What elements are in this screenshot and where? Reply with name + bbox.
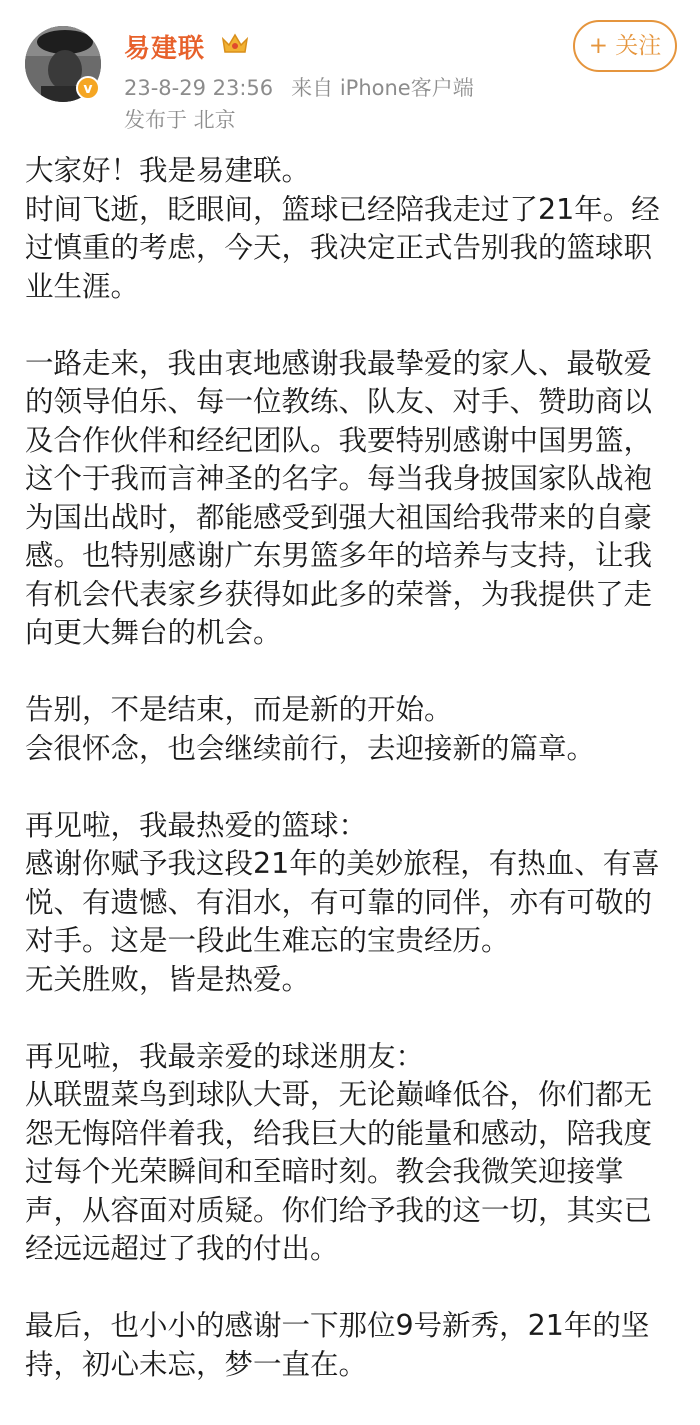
crown-icon <box>220 30 250 56</box>
post-paragraph <box>25 345 675 653</box>
post-text-line: 再见啦，我最亲爱的球迷朋友： <box>25 1039 425 1073</box>
post-paragraph <box>25 691 675 768</box>
post-timestamp: 23-8-29 23:56 <box>124 76 274 100</box>
post-text-line: 再见啦，我最热爱的篮球： <box>25 808 368 842</box>
post-source: 来自 iPhone客户端 <box>291 76 474 100</box>
user-name[interactable]: 易建联 <box>124 34 206 64</box>
post-header <box>0 0 700 140</box>
verified-badge-icon <box>76 76 100 100</box>
post-text-line: 时间飞逝，眨眼间，篮球已经陪我走过了21年。经过慎重的考虑，今天，我决定正式告别我的篮球职业生涯。 <box>25 192 660 303</box>
post-meta <box>124 72 474 102</box>
follow-button[interactable]: + 关注 <box>573 20 677 72</box>
post-paragraph <box>25 1307 675 1384</box>
post-text-line: 大家好！我是易建联。 <box>25 154 311 187</box>
post-text-line: 会很怀念，也会继续前行，去迎接新的篇章。 <box>25 731 596 765</box>
post-paragraph <box>25 1038 675 1269</box>
post-text-line: 一路走来，我由衷地感谢我最挚爱的家人、最敬爱的领导伯乐、每一位教练、队友、对手、赞助商以及合作伙伴和经纪团队。我要特别感谢中国男篮，这个于我而言神圣的名字。每当我身披国家队战袍为国出战时，都能感受到强大祖国给我带来的自豪感。也特别感谢广东男篮多年的培养与支持，让我有机会代表家乡获得如此多的荣誉，为我提供了走向更大舞台的机会。 <box>25 346 653 649</box>
post-paragraph <box>25 807 675 1000</box>
post-content <box>25 152 675 1384</box>
post-text-line: 从联盟菜鸟到球队大哥，无论巅峰低谷，你们都无怨无悔陪伴着我，给我巨大的能量和感动，陪我度过每个光荣瞬间和至暗时刻。教会我微笑迎接掌声，从容面对质疑。你们给予我的这一切，其实已经远远超过了我的付出。 <box>25 1078 653 1265</box>
post-text-line: 最后，也小小的感谢一下那位9号新秀，21年的坚持，初心未忘，梦一直在。 <box>25 1309 650 1381</box>
post-text-line: 感谢你赋予我这段21年的美妙旅程，有热血、有喜悦、有遗憾、有泪水，有可靠的同伴，亦有可敬的对手。这是一段此生难忘的宝贵经历。 <box>25 847 660 957</box>
post-text-line: 无关胜败，皆是热爱。 <box>25 962 311 996</box>
post-paragraph <box>25 152 675 306</box>
post-location: 发布于 北京 <box>124 108 236 132</box>
svg-text:v: v <box>83 81 93 97</box>
post-text-line: 告别，不是结束，而是新的开始。 <box>25 693 453 726</box>
